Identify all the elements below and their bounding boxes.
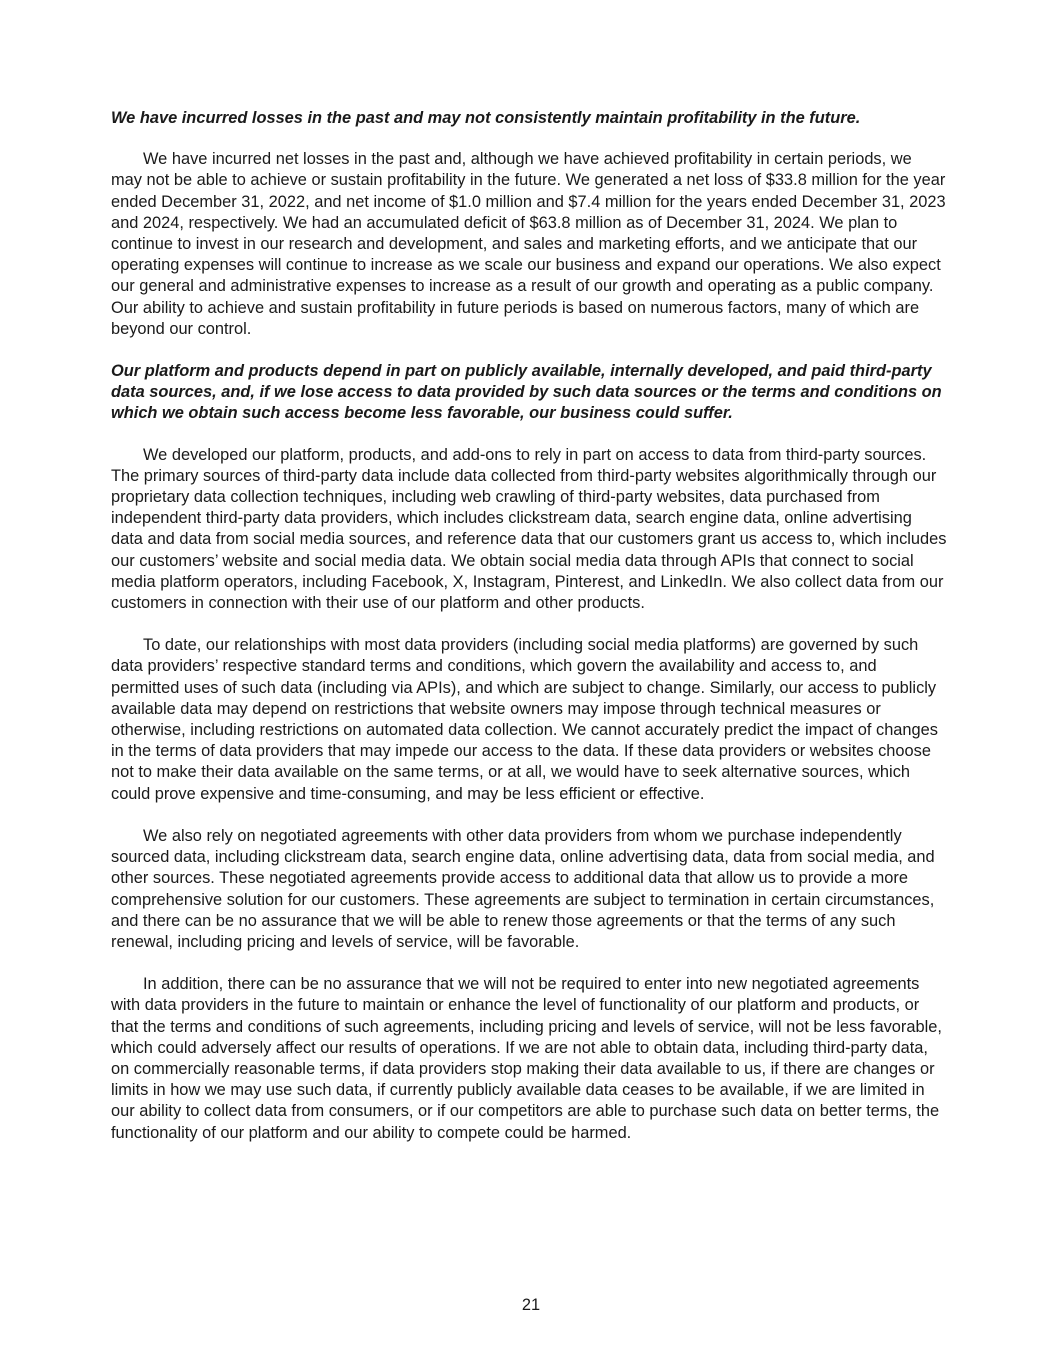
page-number: 21 [521, 1296, 541, 1314]
paragraph-data-provider-terms: To date, our relationships with most data providers (including social media platforms) are governed by such data providers’ respective standard terms and conditions, which govern the availability and access to, and permitted uses of such data (including via APIs), and which are subject to change. Similarly, our access to publicly available data may depend on restrictions that website owners may impose through technical measures or otherwise, including restrictions on automated data collection. We cannot accurately predict the impact of changes in the terms of data providers that may impede our access to the data. If these data providers or websites choose not to make their data available on the same terms, or at all, we would have to seek alternative sources, which could prove expensive and time-consuming, and may be less efficient or effective. [111, 636, 938, 803]
document-page [111, 108, 947, 1144]
paragraph-data-sources: We developed our platform, products, and add-ons to rely in part on access to data from third-party sources. The primary sources of third-party data include data collected from third-party websites algorithmically through our proprietary data collection techniques, including web crawling of third-party websites, data purchased from independent third-party data providers, which includes clickstream data, search engine data, online advertising data and data from social media sources, and reference data that our customers grant us access to, which includes our customers’ website and social media data. We obtain social media data through APIs that connect to social media platform operators, including Facebook, X, Instagram, Pinterest, and LinkedIn. We also collect data from our customers in connection with their use of our platform and other products. [111, 445, 947, 613]
paragraph-negotiated-agreements: We also rely on negotiated agreements with other data providers from whom we purchase independently sourced data, including clickstream data, search engine data, online advertising data, data from social media, and other sources. These negotiated agreements provide access to additional data that allow us to provide a more comprehensive solution for our customers. These agreements are subject to termination in certain circumstances, and there can be no assurance that we will be able to renew those agreements or that the terms of any such renewal, including pricing and levels of service, will be favorable. [111, 826, 935, 951]
paragraph-future-agreements: In addition, there can be no assurance that we will not be required to enter into new negotiated agreements with data providers in the future to maintain or enhance the level of functionality of our platform and products, or that the terms and conditions of such agreements, including pricing and levels of service, will not be less favorable, which could adversely affect our results of operations. If we are not able to obtain data, including third-party data, on commercially reasonable terms, if data providers stop making their data available to us, if there are changes or limits in how we may use such data, if currently publicly available data ceases to be available, if we are limited in our ability to collect data from consumers, or if our competitors are able to purchase such data on better terms, the functionality of our platform and our ability to compete could be harmed. [111, 975, 942, 1142]
risk-heading-losses: We have incurred losses in the past and may not consistently maintain profitability in the future. [111, 109, 861, 127]
risk-heading-data-sources: Our platform and products depend in part on publicly available, internally developed, and paid third-party data sources, and, if we lose access to data provided by such data sources or the terms and conditions on which we obtain such access become less favorable, our business could suffer. [111, 362, 942, 423]
paragraph-net-losses: We have incurred net losses in the past and, although we have achieved profitability in certain periods, we may not be able to achieve or sustain profitability in the future. We generated a net loss of $33.8 million for the year ended December 31, 2022, and net income of $1.0 million and $7.4 million for the years ended December 31, 2023 and 2024, respectively. We had an accumulated deficit of $63.8 million as of December 31, 2024. We plan to continue to invest in our research and development, and sales and marketing efforts, and we anticipate that our operating expenses will continue to increase as we scale our business and expand our operations. We also expect our general and administrative expenses to increase as a result of our growth and operating as a public company. Our ability to achieve and sustain profitability in future periods is based on numerous factors, many of which are beyond our control. [111, 150, 946, 338]
